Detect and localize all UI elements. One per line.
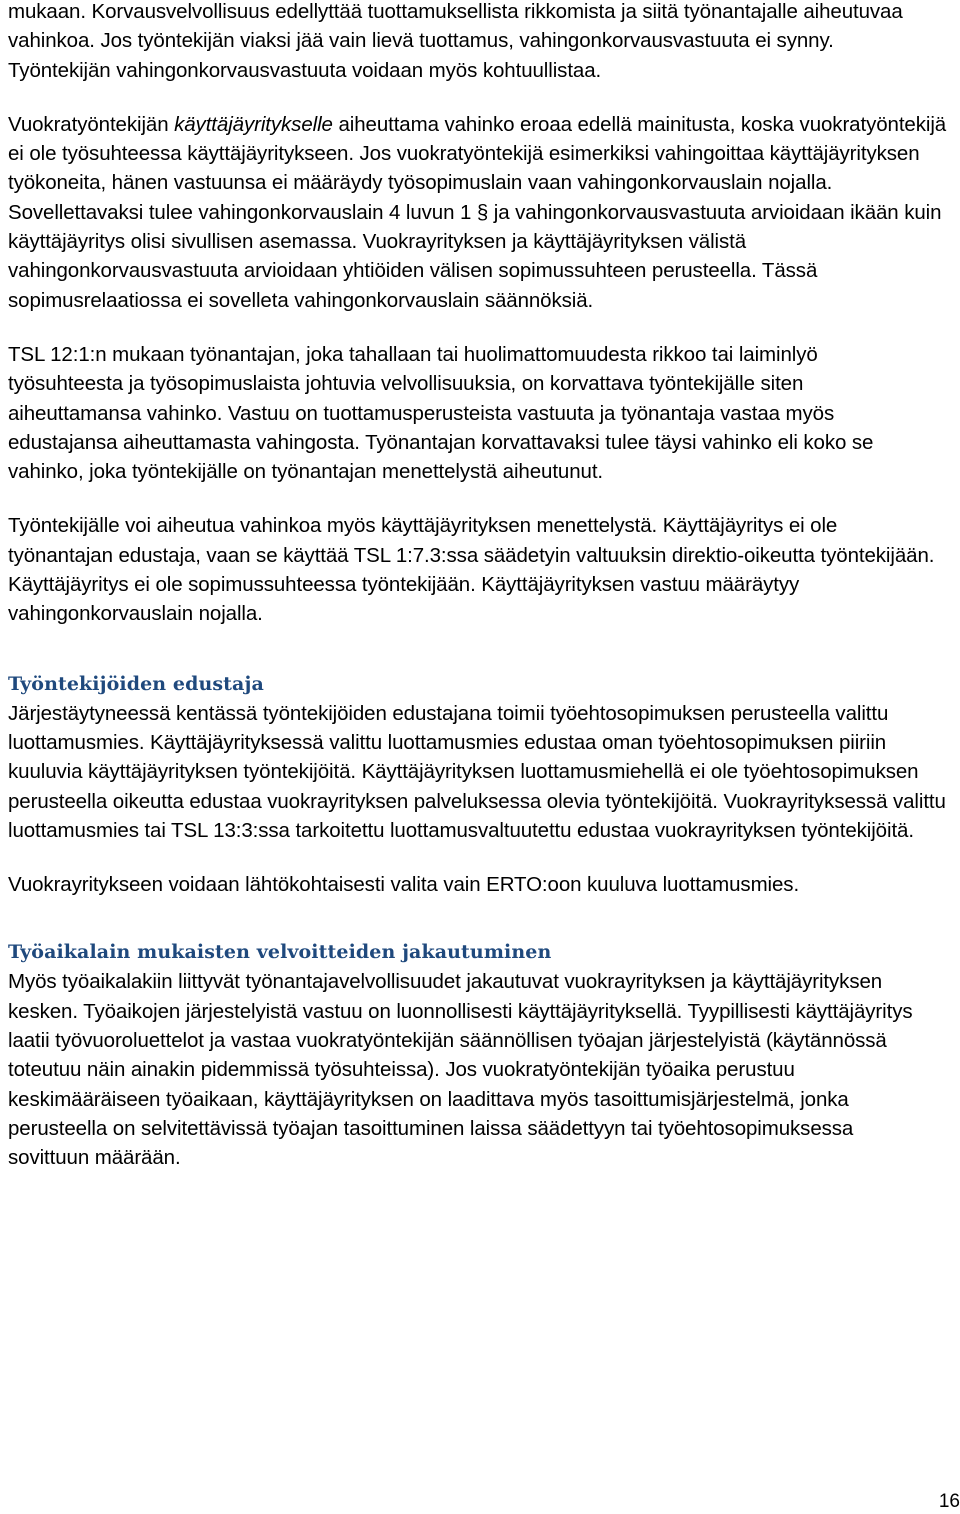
- paragraph-spacer: [8, 486, 953, 511]
- section-heading-working-hours: Työaikalain mukaisten velvoitteiden jakautuminen: [8, 941, 552, 964]
- paragraph-text: TSL 12:1:n mukaan työnantajan, joka tahallaan tai huolimattomuudesta rikkoo tai laiminlyö työsuhteesta ja työsopimuslaista johtuvia velvollisuuksia, on korvattava työntekijälle siten aiheuttamansa vahinko. Vastuu on tuottamusperusteista vastuuta ja työnantaja vastaa myös edustajansa aiheuttamasta vahingosta. Työnantajan korvattavaksi tulee täysi vahinko eli koko se vahinko, joka työntekijälle on työnantajan menettelystä aiheutunut.: [8, 342, 874, 484]
- paragraph-liability-intro: [8, 0, 928, 85]
- paragraph-employer-liability: [8, 340, 920, 486]
- paragraph-text: Järjestäytyneessä kentässä työntekijöiden edustajana toimii työehtosopimuksen perusteella valittu luottamusmies. Käyttäjäyrityksessä valittu luottamusmies edustaa oman työehtosopimuksen piiriin kuuluvia käyttäjäyrityksen työntekijöitä. Käyttäjäyrityksen luottamusmiehellä ei ole työehtosopimuksen perusteella oikeutta edustaa vuokrayrityksen palveluksessa olevia työntekijöitä. Vuokrayrityksessä valittu luottamusmies tai TSL 13:3:ssa tarkoitettu luottamusvaltuutettu edustaa vuokrayrityksen työntekijöitä.: [8, 701, 946, 842]
- paragraph-user-company-damage: [8, 110, 953, 315]
- paragraph-text: Vuokrayritykseen voidaan lähtökohtaisesti valita vain ERTO:oon kuuluva luottamusmies.: [8, 873, 800, 897]
- paragraph-text: mukaan. Korvausvelvollisuus edellyttää tuottamuksellista rikkomista ja siitä työnantajalle aiheutuvaa vahinkoa. Jos työntekijän viaksi jää vain lievä tuottamus, vahingonkorvausvastuuta ei synny. Työntekijän vahingonkorvausvastuuta voidaan myös kohtuullistaa.: [8, 0, 903, 82]
- paragraph-spacer: [8, 315, 953, 340]
- emphasis-text: käyttäjäyritykselle: [174, 112, 333, 136]
- paragraph-text: Vuokratyöntekijän: [8, 112, 175, 136]
- paragraph-spacer: [8, 845, 953, 870]
- paragraph-text: aiheuttama vahinko eroaa edellä mainitusta, koska vuokratyöntekijä ei ole työsuhteessa käyttäjäyritykseen. Jos vuokratyöntekijä esimerkiksi vahingoittaa käyttäjäyrityksen työkoneita, hänen vastuunsa ei määräydy työsopimuslain vaan vahingonkorvauslain nojalla. Sovellettavaksi tulee vahingonkorvauslain 4 luvun 1 § ja vahingonkorvausvastuuta arvioidaan ikään kuin käyttäjäyritys olisi sivullisen asemassa. Vuokrayrityksen ja käyttäjäyrityksen välistä vahingonkorvausvastuuta arvioidaan yhtiöiden välisen sopimussuhteen perusteella. Tässä sopimusrelaatiossa ei sovelleta vahingonkorvauslain säännöksiä.: [8, 112, 947, 312]
- paragraph-text: Myös työaikalakiin liittyvät työnantajavelvollisuudet jakautuvat vuokrayrityksen ja käyttäjäyrityksen kesken. Työaikojen järjestelyistä vastuu on luonnollisesti käyttäjäyrityksellä. Tyypillisesti käyttäjäyritys laatii työvuoroluettelot ja vastaa vuokratyöntekijän säännöllisen työajan järjestelyistä (käytännössä toteutuu näin ainakin pidemmissä työsuhteissa). Jos vuokratyöntekijän työaika perustuu keskimääräiseen työaikaan, käyttäjäyrityksen on laadittava myös tasoittumisjärjestelmä, jonka perusteella on selvitettävissä työajan tasoittuminen laissa säädettyyn tai työehtosopimuksessa sovittuun määrään.: [8, 970, 913, 1170]
- paragraph-user-company-conduct: [8, 511, 943, 628]
- page-number: 16: [938, 1491, 960, 1512]
- section-spacer: [8, 899, 953, 937]
- section-spacer: [8, 629, 953, 669]
- paragraph-spacer: [8, 85, 953, 110]
- paragraph-working-hours-obligations: [8, 967, 916, 1172]
- section-heading-employee-representative: Työntekijöiden edustaja: [8, 672, 264, 695]
- paragraph-erto-steward: [8, 870, 828, 899]
- paragraph-text: Työntekijälle voi aiheutua vahinkoa myös käyttäjäyrityksen menettelystä. Käyttäjäyritys ei ole työnantajan edustaja, vaan se käyttää TSL 1:7.3:ssa säädetyin valtuuksin direktio-oikeutta työntekijään. Käyttäjäyritys ei ole sopimussuhteessa työntekijään. Käyttäjäyrityksen vastuu määräytyy vahingonkorvauslain nojalla.: [8, 514, 935, 626]
- paragraph-shop-steward: [8, 699, 953, 845]
- document-page: [8, 0, 953, 1173]
